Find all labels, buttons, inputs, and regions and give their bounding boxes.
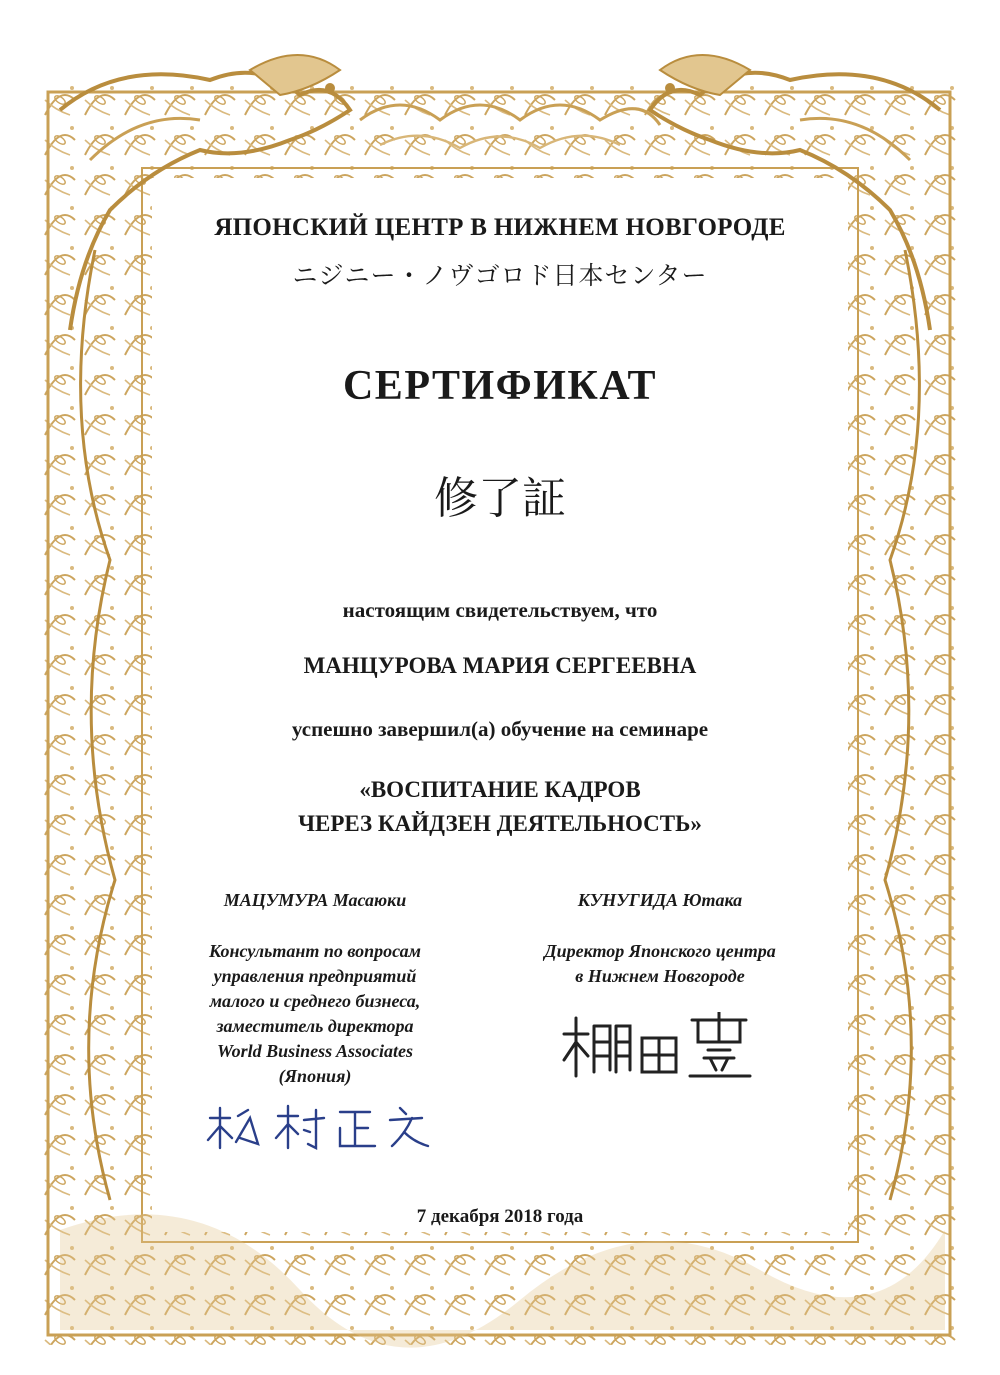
seminar-title-line: «ВОСПИТАНИЕ КАДРОВ: [359, 777, 641, 802]
seminar-title-line: ЧЕРЕЗ КАЙДЗЕН ДЕЯТЕЛЬНОСТЬ»: [298, 811, 702, 836]
seminar-title: [0, 773, 1000, 841]
completion-line: успешно завершил(а) обучение на семинаре: [291, 717, 709, 741]
signer-right-block: [500, 888, 820, 989]
issue-date: 7 декабря 2018 года: [416, 1206, 584, 1227]
signature-left: [200, 1098, 450, 1158]
certificate-title: СЕРТИФИКАТ: [342, 363, 658, 409]
certificate-title-jp: 修了証: [434, 473, 566, 524]
signer-left-role-line: World Business Associates: [216, 1041, 414, 1061]
signer-right-role-line: Директор Японского центра: [544, 941, 776, 961]
signer-left-block: [150, 888, 480, 1089]
signer-left-role-line: (Япония): [278, 1066, 352, 1086]
signer-right-name: КУНУГИДА Ютака: [577, 890, 743, 910]
recipient-name: МАНЦУРОВА МАРИЯ СЕРГЕЕВНА: [303, 653, 697, 678]
organization-name-jp: ニジニー・ノヴゴロド日本センター: [292, 261, 708, 290]
signature-right: [558, 1012, 758, 1082]
organization-name-ru: ЯПОНСКИЙ ЦЕНТР В НИЖНЕМ НОВГОРОДЕ: [214, 214, 786, 241]
attest-line: настоящим свидетельствуем, что: [342, 598, 658, 622]
signer-left-role-line: Консультант по вопросам: [208, 941, 422, 961]
signer-right-role-line: в Нижнем Новгороде: [575, 966, 745, 986]
signer-left-name: МАЦУМУРА Масаюки: [223, 890, 407, 910]
signer-left-role-line: заместитель директора: [216, 1016, 414, 1036]
signer-left-role-line: управления предприятий: [213, 966, 417, 986]
signer-left-role-line: малого и среднего бизнеса,: [209, 991, 421, 1011]
